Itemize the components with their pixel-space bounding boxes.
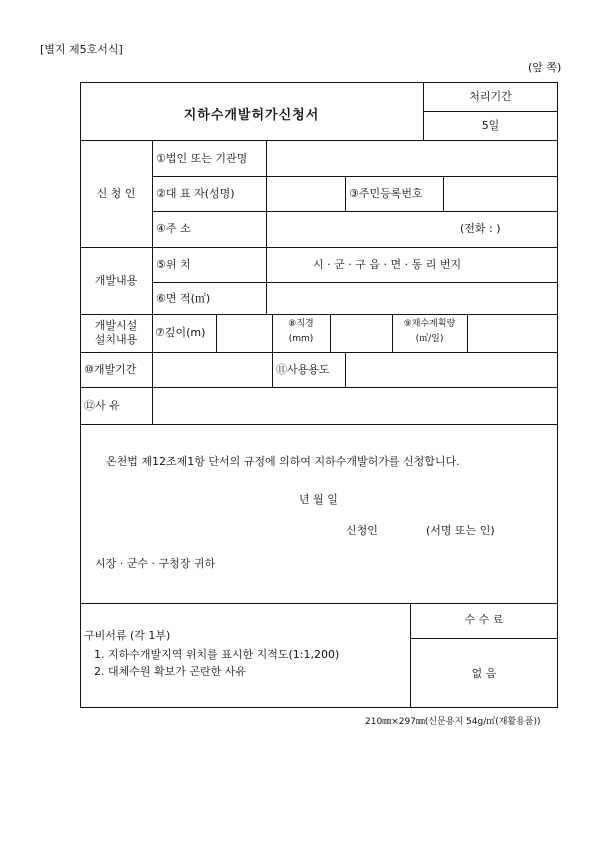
development-period-label: ⑩개발기간 [84,363,137,376]
col-divider [272,352,273,387]
declaration-text: 온천법 제12조제1항 단서의 규정에 의하여 지하수개발허가를 신청합니다. [106,455,460,468]
col-divider [443,176,444,211]
diameter-label-line2: (mm) [288,334,314,344]
col-divider [330,314,331,352]
usage-field[interactable] [347,354,556,385]
col-divider [266,140,267,247]
depth-label: ⑦깊이(m) [155,326,206,339]
col-divider [266,247,267,314]
usage-label: ⑪사용용도 [276,363,330,376]
location-address-format: 시 · 군 · 구 읍 · 면 · 동 리 번지 [313,258,462,271]
recipient-line: 시장 · 군수 · 구청장 귀하 [95,557,216,570]
organization-name-label: ①법인 또는 기관명 [156,152,248,165]
resident-number-field[interactable] [445,178,556,209]
date-line: 년 월 일 [299,493,338,506]
row-divider [152,211,558,212]
row-divider [152,176,558,177]
phone-label: (전화 : ) [460,222,501,235]
capacity-field[interactable] [469,316,556,350]
applicant-signature-label: 신청인 [346,524,378,537]
applicant-section-label: 신 청 인 [96,187,136,200]
representative-field[interactable] [268,178,343,209]
organization-name-field[interactable] [268,142,556,174]
capacity-label-line1: ⑨채수계획량 [403,319,456,329]
signature-note: (서명 또는 인) [426,524,495,537]
row-divider [152,282,558,283]
col-divider [216,314,217,352]
form-title: 지하수개발허가신청서 [183,108,320,123]
resident-number-label: ③주민등록번호 [349,187,423,200]
address-field[interactable] [268,213,556,245]
area-field[interactable] [268,284,556,312]
diameter-label-line1: ⑧직경 [288,319,314,329]
processing-period-label: 처리기간 [469,90,512,103]
documents-title: 구비서류 (각 1부) [84,629,171,642]
col-divider [345,176,346,211]
document-item: 1. 지하수개발지역 위치를 표시한 지적도(1:1,200) [94,648,340,661]
row-divider [80,424,558,425]
fee-label: 수 수 료 [464,613,504,626]
facility-section-label-line1: 개발시설 [94,319,138,332]
location-label: ⑤위 치 [156,258,191,271]
depth-field[interactable] [218,316,270,350]
development-period-field[interactable] [154,354,270,385]
paper-spec-note: 210㎜×297㎜(신문용지 54g/㎡(재활용품)) [365,717,541,727]
document-item: 2. 대체수원 확보가 곤란한 사유 [94,665,246,678]
fee-value: 없 음 [471,667,497,680]
form-number: [별지 제5호서식] [40,43,123,56]
capacity-label-line2: (㎥/일) [415,334,444,344]
area-label: ⑥면 적(㎡) [156,292,211,305]
reason-label: ⑫사 유 [84,399,120,412]
diameter-field[interactable] [332,316,390,350]
row-divider [410,638,558,639]
col-divider [152,352,153,424]
col-divider [467,314,468,352]
row-divider [80,603,558,604]
development-section-label: 개발내용 [94,274,138,287]
processing-period-value: 5일 [481,119,500,132]
reason-field[interactable] [154,389,556,422]
col-divider [152,140,153,352]
page-side-note: (앞 쪽) [528,61,562,74]
row-divider [423,111,558,112]
representative-label: ②대 표 자(성명) [156,187,235,200]
address-label: ④주 소 [156,222,191,235]
col-divider [345,352,346,387]
facility-section-label-line2: 설치내용 [94,333,138,346]
